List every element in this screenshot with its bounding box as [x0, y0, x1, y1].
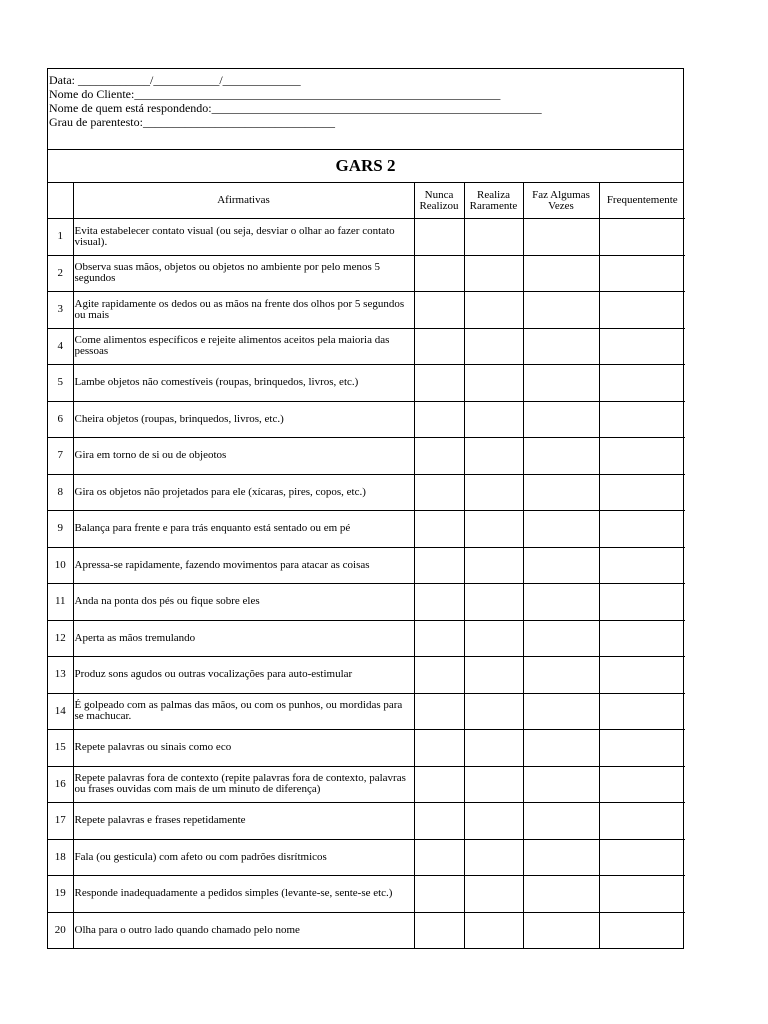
never-cell[interactable] [414, 584, 464, 621]
frequently-cell[interactable] [599, 365, 685, 402]
frequently-cell[interactable] [599, 839, 685, 876]
sometimes-cell[interactable] [523, 474, 599, 511]
item-statement: Repete palavras e frases repetidamente [73, 803, 414, 840]
frequently-cell[interactable] [599, 511, 685, 548]
item-number: 20 [48, 912, 73, 948]
table-row [48, 365, 685, 402]
sometimes-cell[interactable] [523, 839, 599, 876]
rarely-cell[interactable] [464, 657, 523, 694]
frequently-cell[interactable] [599, 766, 685, 803]
item-statement: Gira em torno de si ou de objeotos [73, 438, 414, 475]
sometimes-column-header: Faz Algumas Vezes [523, 183, 599, 219]
gars2-form [47, 68, 684, 949]
never-cell[interactable] [414, 912, 464, 948]
frequently-cell[interactable] [599, 219, 685, 256]
item-number: 10 [48, 547, 73, 584]
sometimes-cell[interactable] [523, 620, 599, 657]
frequently-cell[interactable] [599, 620, 685, 657]
never-cell[interactable] [414, 766, 464, 803]
statements-column-header: Afirmativas [73, 183, 414, 219]
never-cell[interactable] [414, 365, 464, 402]
sometimes-cell[interactable] [523, 584, 599, 621]
sometimes-cell[interactable] [523, 328, 599, 365]
frequently-cell[interactable] [599, 657, 685, 694]
never-cell[interactable] [414, 547, 464, 584]
item-number: 2 [48, 255, 73, 292]
item-statement: Observa suas mãos, objetos ou objetos no ambiente por pelo menos 5 segundos [73, 255, 414, 292]
rarely-cell[interactable] [464, 730, 523, 767]
item-statement: É golpeado com as palmas das mãos, ou com os punhos, ou mordidas para se machucar. [73, 693, 414, 730]
table-row [48, 803, 685, 840]
item-number: 6 [48, 401, 73, 438]
statements-body [48, 219, 685, 949]
sometimes-cell[interactable] [523, 438, 599, 475]
table-row [48, 839, 685, 876]
item-number: 15 [48, 730, 73, 767]
item-statement: Lambe objetos não comestíveis (roupas, brinquedos, livros, etc.) [73, 365, 414, 402]
never-cell[interactable] [414, 511, 464, 548]
frequently-cell[interactable] [599, 912, 685, 948]
rarely-cell[interactable] [464, 401, 523, 438]
rarely-cell[interactable] [464, 839, 523, 876]
never-column-header: Nunca Realizou [414, 183, 464, 219]
rarely-cell[interactable] [464, 547, 523, 584]
item-statement: Olha para o outro lado quando chamado pelo nome [73, 912, 414, 948]
sometimes-cell[interactable] [523, 693, 599, 730]
never-cell[interactable] [414, 876, 464, 913]
table-row [48, 693, 685, 730]
item-statement: Aperta as mãos tremulando [73, 620, 414, 657]
item-number: 7 [48, 438, 73, 475]
item-statement: Anda na ponta dos pés ou fique sobre eles [73, 584, 414, 621]
respondent-name-field[interactable]: Nome de quem está respondendo:_______________________________________________________ [49, 101, 542, 115]
rarely-cell[interactable] [464, 693, 523, 730]
table-row [48, 255, 685, 292]
rarely-cell[interactable] [464, 255, 523, 292]
table-row [48, 511, 685, 548]
item-number: 14 [48, 693, 73, 730]
form-header [48, 69, 683, 150]
sometimes-cell[interactable] [523, 766, 599, 803]
frequently-column-header: Frequentemente [599, 183, 685, 219]
item-statement: Apressa-se rapidamente, fazendo movimentos para atacar as coisas [73, 547, 414, 584]
rarely-cell[interactable] [464, 620, 523, 657]
date-field[interactable]: Data: ____________/___________/_____________ [49, 73, 301, 87]
sometimes-cell[interactable] [523, 511, 599, 548]
statements-table [48, 183, 685, 948]
rarely-cell[interactable] [464, 912, 523, 948]
table-header-row [48, 183, 685, 219]
table-row [48, 438, 685, 475]
frequently-cell[interactable] [599, 584, 685, 621]
sometimes-cell[interactable] [523, 547, 599, 584]
number-column-header [48, 183, 73, 219]
item-statement: Come alimentos específicos e rejeite alimentos aceitos pela maioria das pessoas [73, 328, 414, 365]
item-statement: Fala (ou gesticula) com afeto ou com padrões disrítmicos [73, 839, 414, 876]
frequently-cell[interactable] [599, 547, 685, 584]
item-number: 12 [48, 620, 73, 657]
kinship-field[interactable]: Grau de parentesto:________________________________ [49, 115, 335, 129]
rarely-cell[interactable] [464, 219, 523, 256]
table-row [48, 657, 685, 694]
never-cell[interactable] [414, 730, 464, 767]
item-number: 18 [48, 839, 73, 876]
rarely-cell[interactable] [464, 803, 523, 840]
frequently-cell[interactable] [599, 876, 685, 913]
frequently-cell[interactable] [599, 438, 685, 475]
sometimes-cell[interactable] [523, 292, 599, 329]
sometimes-cell[interactable] [523, 401, 599, 438]
frequently-cell[interactable] [599, 693, 685, 730]
table-row [48, 219, 685, 256]
item-number: 13 [48, 657, 73, 694]
table-row [48, 876, 685, 913]
item-statement: Repete palavras fora de contexto (repite palavras fora de contexto, palavras ou frases ouvidas com mais de um minuto de diferença) [73, 766, 414, 803]
table-row [48, 766, 685, 803]
rarely-cell[interactable] [464, 328, 523, 365]
item-number: 11 [48, 584, 73, 621]
item-statement: Produz sons agudos ou outras vocalizações para auto-estimular [73, 657, 414, 694]
table-row [48, 547, 685, 584]
rarely-cell[interactable] [464, 474, 523, 511]
item-number: 19 [48, 876, 73, 913]
never-cell[interactable] [414, 328, 464, 365]
item-statement: Repete palavras ou sinais como eco [73, 730, 414, 767]
rarely-cell[interactable] [464, 766, 523, 803]
item-number: 16 [48, 766, 73, 803]
sometimes-cell[interactable] [523, 876, 599, 913]
item-number: 8 [48, 474, 73, 511]
client-name-field[interactable]: Nome do Cliente:_____________________________________________________________ [49, 87, 501, 101]
item-number: 9 [48, 511, 73, 548]
frequently-cell[interactable] [599, 474, 685, 511]
item-statement: Balança para frente e para trás enquanto está sentado ou em pé [73, 511, 414, 548]
frequently-cell[interactable] [599, 292, 685, 329]
rarely-cell[interactable] [464, 584, 523, 621]
table-row [48, 912, 685, 948]
sometimes-cell[interactable] [523, 730, 599, 767]
frequently-cell[interactable] [599, 730, 685, 767]
table-row [48, 620, 685, 657]
never-cell[interactable] [414, 219, 464, 256]
table-row [48, 328, 685, 365]
item-statement: Responde inadequadamente a pedidos simples (levante-se, sente-se etc.) [73, 876, 414, 913]
item-number: 1 [48, 219, 73, 256]
frequently-cell[interactable] [599, 328, 685, 365]
item-number: 4 [48, 328, 73, 365]
sometimes-cell[interactable] [523, 912, 599, 948]
table-row [48, 474, 685, 511]
sometimes-cell[interactable] [523, 219, 599, 256]
sometimes-cell[interactable] [523, 803, 599, 840]
item-statement: Cheira objetos (roupas, brinquedos, livros, etc.) [73, 401, 414, 438]
frequently-cell[interactable] [599, 401, 685, 438]
sometimes-cell[interactable] [523, 365, 599, 402]
rarely-cell[interactable] [464, 438, 523, 475]
table-row [48, 730, 685, 767]
rarely-cell[interactable] [464, 511, 523, 548]
never-cell[interactable] [414, 803, 464, 840]
never-cell[interactable] [414, 657, 464, 694]
frequently-cell[interactable] [599, 255, 685, 292]
sometimes-cell[interactable] [523, 255, 599, 292]
table-row [48, 401, 685, 438]
never-cell[interactable] [414, 839, 464, 876]
item-statement: Agite rapidamente os dedos ou as mãos na frente dos olhos por 5 segundos ou mais [73, 292, 414, 329]
item-number: 5 [48, 365, 73, 402]
item-statement: Gira os objetos não projetados para ele (xícaras, pires, copos, etc.) [73, 474, 414, 511]
never-cell[interactable] [414, 255, 464, 292]
rarely-cell[interactable] [464, 365, 523, 402]
rarely-cell[interactable] [464, 876, 523, 913]
never-cell[interactable] [414, 474, 464, 511]
rarely-column-header: Realiza Raramente [464, 183, 523, 219]
rarely-cell[interactable] [464, 292, 523, 329]
never-cell[interactable] [414, 292, 464, 329]
table-row [48, 292, 685, 329]
never-cell[interactable] [414, 401, 464, 438]
form-title: GARS 2 [48, 150, 683, 183]
never-cell[interactable] [414, 693, 464, 730]
sometimes-cell[interactable] [523, 657, 599, 694]
never-cell[interactable] [414, 620, 464, 657]
frequently-cell[interactable] [599, 803, 685, 840]
table-row [48, 584, 685, 621]
item-number: 17 [48, 803, 73, 840]
never-cell[interactable] [414, 438, 464, 475]
item-number: 3 [48, 292, 73, 329]
item-statement: Evita estabelecer contato visual (ou seja, desviar o olhar ao fazer contato visual). [73, 219, 414, 256]
